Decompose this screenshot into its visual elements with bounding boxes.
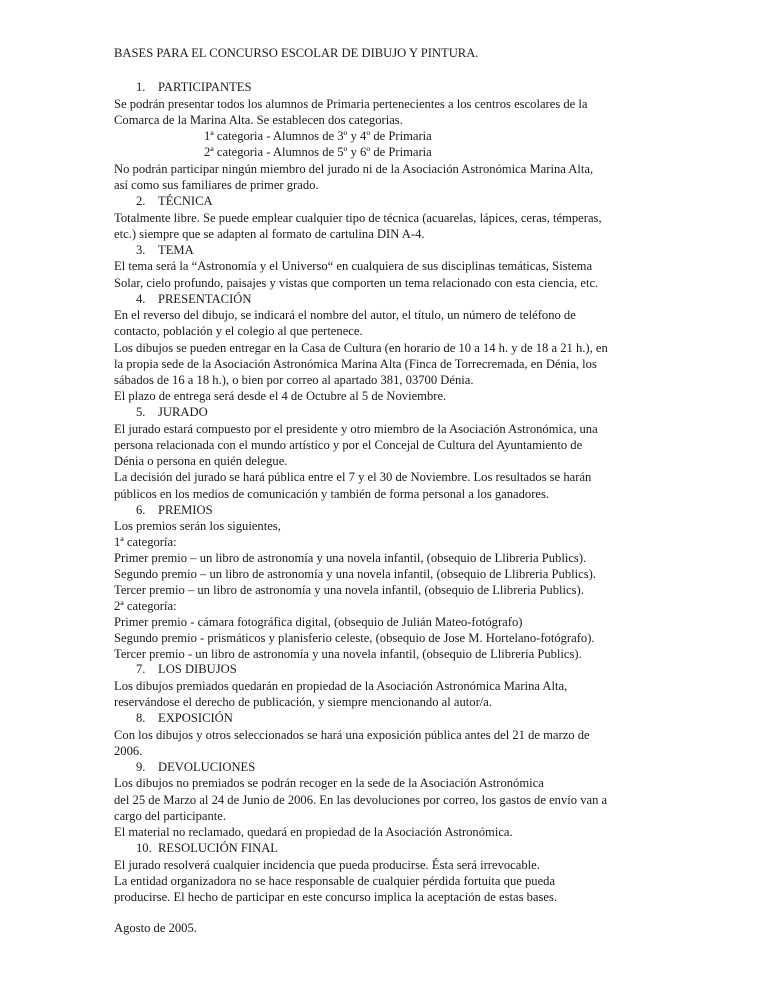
page-title: BASES PARA EL CONCURSO ESCOLAR DE DIBUJO Y PINTURA. <box>114 46 479 60</box>
section-heading-premios <box>136 502 213 518</box>
section-title: EXPOSICIÓN <box>158 711 233 725</box>
section-heading-tecnica <box>136 193 213 209</box>
document-date: Agosto de 2005. <box>114 921 197 935</box>
paragraph-line: El tema será la “Astronomía y el Universo“ en cualquiera de sus disciplinas temáticas, Sistema <box>114 259 593 273</box>
paragraph-line: cargo del participante. <box>114 809 227 823</box>
category-line: 2ª categoria - Alumnos de 5º y 6º de Primaria <box>204 145 432 159</box>
paragraph-line: Los dibujos se pueden entregar en la Casa de Cultura (en horario de 10 a 14 h. y de 18 a 21 h.), en <box>114 341 608 355</box>
section-title: JURADO <box>158 405 208 419</box>
section-heading-tema <box>136 242 194 258</box>
paragraph-line: persona relacionada con el mundo artístico y por el Concejal de Cultura del Ayuntamiento de <box>114 438 583 452</box>
paragraph-line: Con los dibujos y otros seleccionados se hará una exposición pública antes del 21 de marzo de <box>114 728 590 742</box>
section-number: 3. <box>136 243 146 257</box>
section-number: 4. <box>136 292 146 306</box>
section-number: 8. <box>136 711 146 725</box>
paragraph-line: etc.) siempre que se adapten al formato de cartulina DIN A-4. <box>114 227 425 241</box>
section-number: 10. <box>136 841 152 855</box>
section-heading-exposicion <box>136 710 233 726</box>
section-title: DEVOLUCIONES <box>158 760 256 774</box>
paragraph-line: del 25 de Marzo al 24 de Junio de 2006. En las devoluciones por correo, los gastos de envío van a <box>114 793 608 807</box>
paragraph-line: públicos en los medios de comunicación y también de forma personal a los ganadores. <box>114 487 550 501</box>
paragraph-line: Solar, cielo profundo, paisajes y vistas que comporten un tema relacionado con esta ciencia, etc. <box>114 276 599 290</box>
paragraph-line: El jurado estará compuesto por el presidente y otro miembro de la Asociación Astronómica, una <box>114 422 598 436</box>
paragraph-line: Los dibujos premiados quedarán en propiedad de la Asociación Astronómica Marina Alta, <box>114 679 568 693</box>
paragraph-line: producirse. El hecho de participar en este concurso implica la aceptación de estas bases. <box>114 890 558 904</box>
paragraph-line: Los premios serán los siguientes, <box>114 519 281 533</box>
prize-line: Tercer premio – un libro de astronomía y una novela infantil, (obsequio de Llibreria Publics). <box>114 583 584 597</box>
prize-line: Primer premio – un libro de astronomía y una novela infantil, (obsequio de Llibreria Publics). <box>114 551 587 565</box>
section-heading-jurado <box>136 404 208 420</box>
paragraph-line: La decisión del jurado se hará pública entre el 7 y el 30 de Noviembre. Los resultados se harán <box>114 470 592 484</box>
section-title: PRESENTACIÓN <box>158 292 252 306</box>
section-number: 9. <box>136 760 146 774</box>
paragraph-line: así como sus familiares de primer grado. <box>114 178 319 192</box>
prize-line: Segundo premio – un libro de astronomía y una novela infantil, (obsequio de Llibreria Publics). <box>114 567 596 581</box>
section-heading-devoluciones <box>136 759 255 775</box>
paragraph-line: La entidad organizadora no se hace responsable de cualquier pérdida fortuita que pueda <box>114 874 556 888</box>
section-title: RESOLUCIÓN FINAL <box>158 841 278 855</box>
section-number: 7. <box>136 662 146 676</box>
paragraph-line: 2006. <box>114 744 143 758</box>
category-line: 1ª categoria - Alumnos de 3º y 4º de Primaria <box>204 129 432 143</box>
prize-line: Segundo premio - prismáticos y planisferio celeste, (obsequio de Jose M. Hortelano-fotógrafo). <box>114 631 595 645</box>
section-heading-los-dibujos <box>136 661 237 677</box>
section-number: 6. <box>136 503 146 517</box>
section-title: LOS DIBUJOS <box>158 662 237 676</box>
paragraph-line: reservándose el derecho de publicación, y siempre mencionando al autor/a. <box>114 695 493 709</box>
section-number: 1. <box>136 80 146 94</box>
paragraph-line: El plazo de entrega será desde el 4 de Octubre al 5 de Noviembre. <box>114 389 447 403</box>
section-heading-presentacion <box>136 291 251 307</box>
section-number: 2. <box>136 194 146 208</box>
section-title: PARTICIPANTES <box>158 80 252 94</box>
paragraph-line: 1ª categoría: <box>114 535 177 549</box>
paragraph-line: El material no reclamado, quedará en propiedad de la Asociación Astronómica. <box>114 825 513 839</box>
paragraph-line: Los dibujos no premiados se podrán recoger en la sede de la Asociación Astronómica <box>114 776 544 790</box>
paragraph-line: sábados de 16 a 18 h.), o bien por correo al apartado 381, 03700 Dénia. <box>114 373 474 387</box>
paragraph-line: No podrán participar ningún miembro del jurado ni de la Asociación Astronómica Marina Alta, <box>114 162 594 176</box>
paragraph-line: Se podrán presentar todos los alumnos de Primaria pertenecientes a los centros escolares de la <box>114 97 588 111</box>
paragraph-line: Comarca de la Marina Alta. Se establecen dos categorias. <box>114 113 403 127</box>
prize-line: Tercer premio - un libro de astronomía y una novela infantil, (obsequio de Llibreria Publics). <box>114 647 582 661</box>
section-number: 5. <box>136 405 146 419</box>
section-title: PREMIOS <box>158 503 213 517</box>
paragraph-line: El jurado resolverá cualquier incidencia que pueda producirse. Ésta será irrevocable. <box>114 858 540 872</box>
section-heading-participantes <box>136 79 252 95</box>
paragraph-line: contacto, población y el colegio al que pertenece. <box>114 324 363 338</box>
section-title: TÉCNICA <box>158 194 213 208</box>
prize-line: Primer premio - cámara fotográfica digital, (obsequio de Julián Mateo-fotógrafo) <box>114 615 523 629</box>
paragraph-line: la propia sede de la Asociación Astronómica Marina Alta (Finca de Torrecremada, en Dénia, los <box>114 357 597 371</box>
paragraph-line: Dénia o persona en quién delegue. <box>114 454 288 468</box>
section-heading-resolucion-final <box>136 840 278 856</box>
paragraph-line: Totalmente libre. Se puede emplear cualquier tipo de técnica (acuarelas, lápices, ceras, témperas, <box>114 211 602 225</box>
section-title: TEMA <box>158 243 194 257</box>
paragraph-line: En el reverso del dibujo, se indicará el nombre del autor, el título, un número de teléfono de <box>114 308 576 322</box>
paragraph-line: 2ª categoría: <box>114 599 177 613</box>
